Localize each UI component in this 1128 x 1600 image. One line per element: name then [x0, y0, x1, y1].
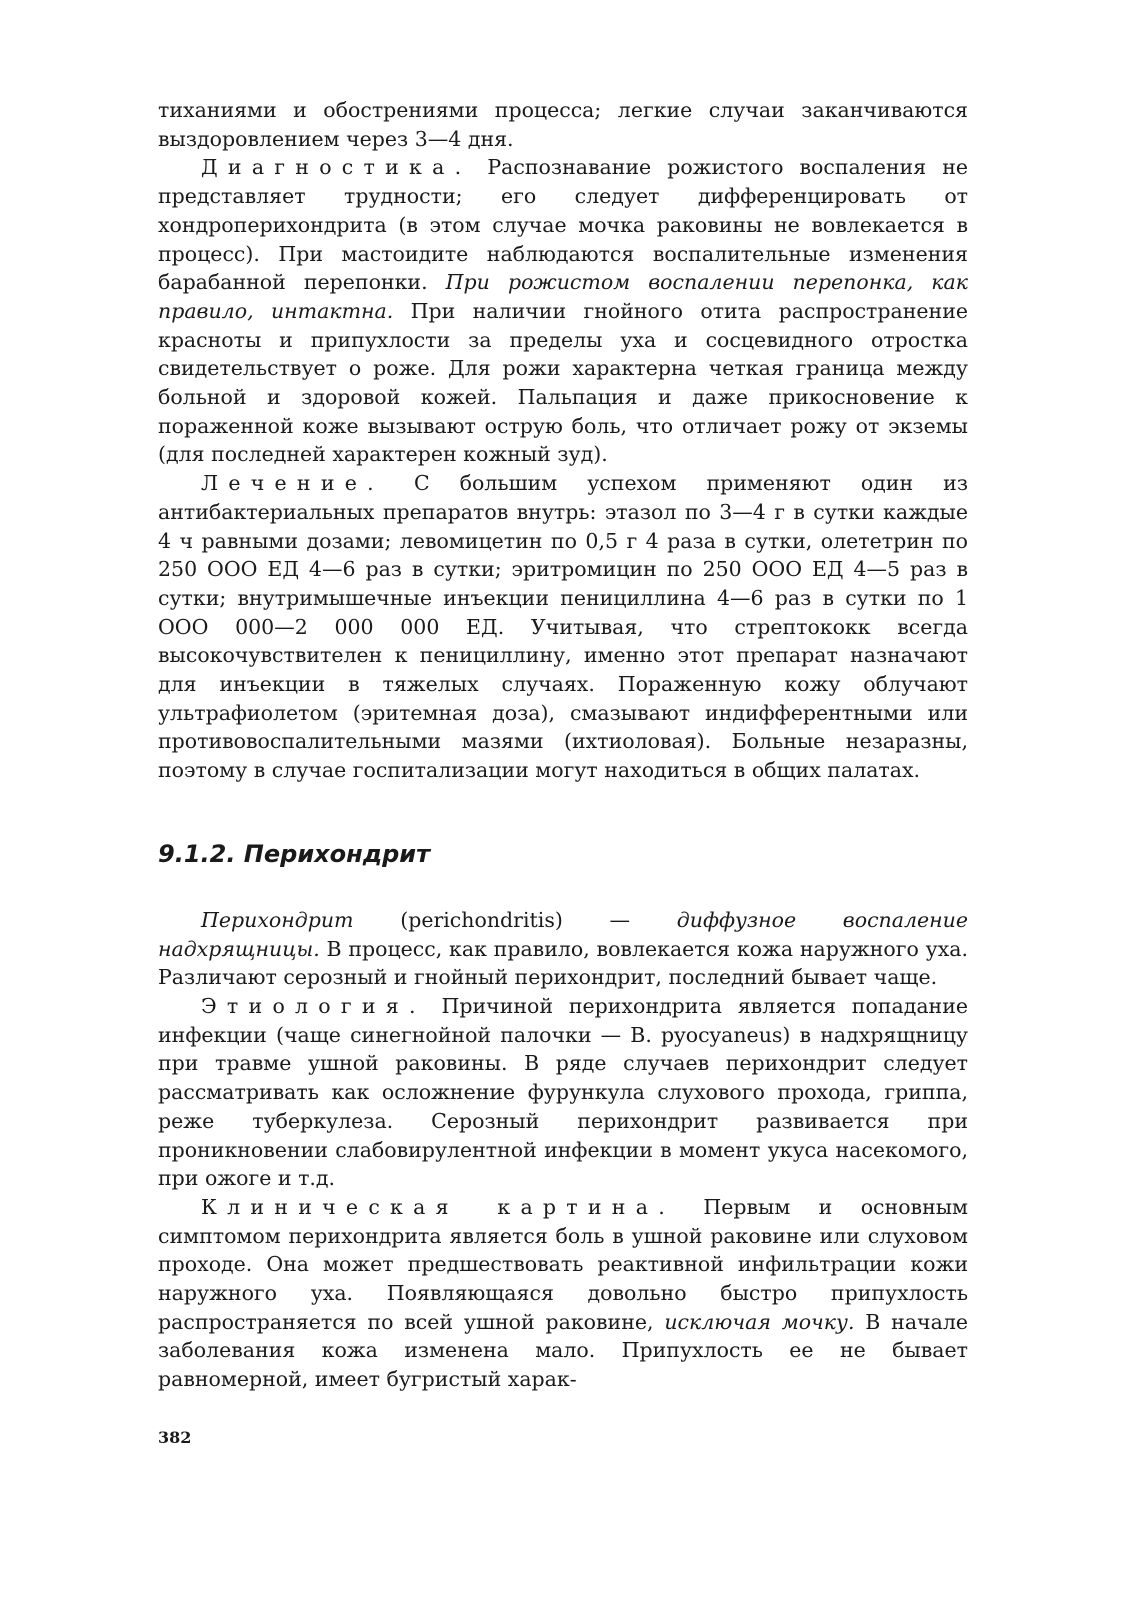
- paragraph-clinical-picture: Клиническая картина. Первым и основным симптомом перихондрита является боль в ушной раковине или слуховом проходе. Она может предшествовать реактивной инфильтрации кожи наружного уха. Появляющаяся довольно быстро припухлость распространяется по всей ушной раковине, исключая мочку. В начале заболевания кожа изменена мало. Припухлость ее не бывает равномерной, имеет бугристый харак-: [158, 1194, 969, 1392]
- section-heading: 9.1.2. Перихондрит: [158, 839, 431, 868]
- paragraph-treatment: Лечение. С большим успехом применяют один из антибактериальных препаратов внутрь: этазол по 3—4 г в сутки каждые 4 ч равными дозами; левомицетин по 0,5 г 4 раза в сутки, олететрин по 250 ООО ЕД 4—6 раз в сутки; эритромицин по 250 ООО ЕД 4—5 раз в сутки; внутримышечные инъекции пенициллина 4—6 раз в сутки по 1 ООО 000—2 000 000 ЕД. Учитывая, что стрептококк всегда высокочувствителен к пенициллину, именно этот препарат назначают для инъекции в тяжелых случаях. Пораженную кожу облучают ультрафиолетом (эритемная доза), смазывают индифферентными или противовоспалительными мазями (ихтиоловая). Больные незаразны, поэтому в случае госпитализации могут находиться в общих палатах.: [158, 471, 968, 783]
- page-number: 382: [158, 1428, 192, 1447]
- term-treatment: Лечение.: [201, 471, 384, 496]
- text-column: [158, 96, 968, 1394]
- term-diagnostics: Диагностика.: [201, 155, 472, 180]
- term-clinical-picture: Клиническая картина.: [201, 1194, 675, 1219]
- term-etiology: Этиология.: [201, 993, 426, 1018]
- paragraph-etiology: Этиология. Причиной перихондрита является попадание инфекции (чаще синегнойной палочки — B. pyocyaneus) в надхрящницу при травме ушной раковины. В ряде случаев перихондрит следует рассматривать как осложнение фурункула слухового прохода, гриппа, реже туберкулеза. Серозный перихондрит развивается при проникновении слабовирулентной инфекции в момент укуса насекомого, при ожоге и т.д.: [158, 993, 968, 1191]
- paragraph-definition: Перихондрит (perichondritis) — диффузное воспаление надхрящницы. В процесс, как правило, вовлекается кожа наружного уха. Различают серозный и гнойный перихондрит, последний бывает чаще.: [158, 907, 968, 990]
- paragraph-diagnostics: Диагностика. Распознавание рожистого воспаления не представляет трудности; его следует дифференцировать от хондроперихондрита (в этом случае мочка раковины не вовлекается в процесс). При мастоидите наблюдаются воспалительные изменения барабанной перепонки. При рожистом воспалении перепонка, как правило, интактна. При наличии гнойного отита распространение красноты и припухлости за пределы уха и сосцевидного отростка свидетельствует о роже. Для рожи характерна четкая граница между больной и здоровой кожей. Пальпация и даже прикосновение к пораженной коже вызывают острую боль, что отличает рожу от экземы (для последней характерен кожный зуд).: [158, 155, 969, 467]
- paragraph-continuation: тиханиями и обострениями процесса; легкие случаи заканчиваются выздоровлением через 3—4 дня.: [158, 98, 968, 151]
